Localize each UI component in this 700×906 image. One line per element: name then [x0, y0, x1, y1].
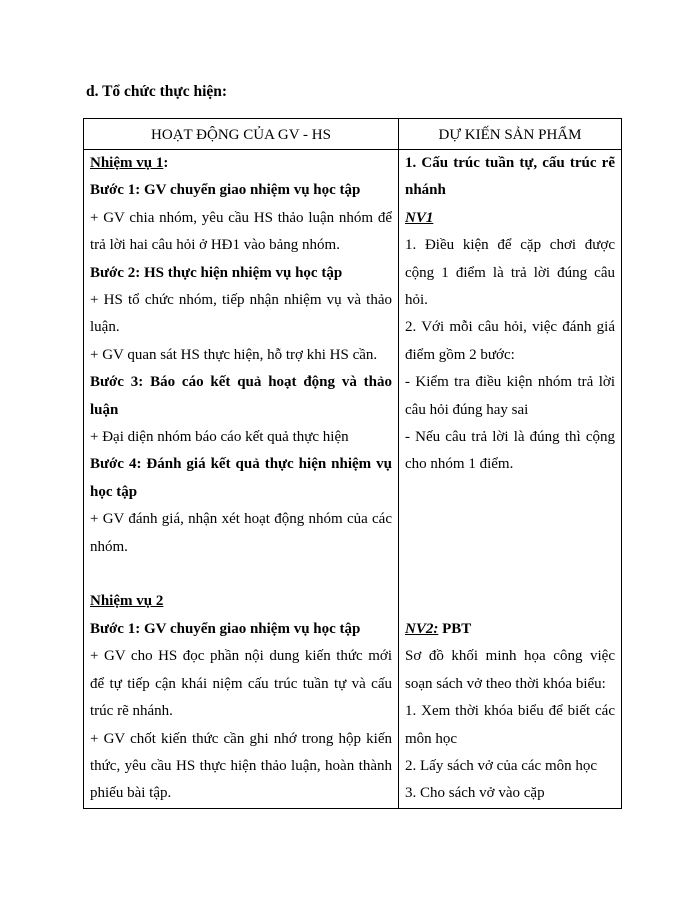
nv1-label: NV1: [405, 209, 434, 226]
t1-step3-text: + Đại diện nhóm báo cáo kết quả thực hiện: [90, 429, 349, 446]
t1-step1-text: + GV chia nhóm, yêu cầu HS thảo luận nhóm để trả lời hai câu hỏi ở HĐ1 vào bảng nhóm.: [90, 209, 392, 254]
header-expected-product: DỰ KIẾN SẢN PHẨM: [399, 119, 622, 150]
t2-step1-text1: + GV cho HS đọc phần nội dung kiến thức mới để tự tiếp cận khái niệm cấu trúc tuần tự và cấu trúc rẽ nhánh.: [90, 648, 392, 720]
t1-step2-text2: + GV quan sát HS thực hiện, hỗ trợ khi HS cần.: [90, 346, 378, 363]
t1-step1: Bước 1: GV chuyển giao nhiệm vụ học tập: [90, 182, 361, 199]
nv1-item1: 1. Điều kiện để cặp chơi được cộng 1 điểm là trả lời đúng câu hỏi.: [405, 237, 615, 309]
table-row: [84, 150, 622, 809]
nv1-item3: - Kiểm tra điều kiện nhóm trả lời câu hỏi đúng hay sai: [405, 374, 615, 418]
nv2-item3: 3. Cho sách vở vào cặp: [405, 785, 545, 802]
t1-step4-text: + GV đánh giá, nhận xét hoạt động nhóm của các nhóm.: [90, 511, 392, 555]
table-header-row: [84, 119, 622, 150]
nv1-item4: - Nếu câu trả lời là đúng thì cộng cho nhóm 1 điểm.: [405, 429, 615, 473]
t1-step2-text1: + HS tổ chức nhóm, tiếp nhận nhiệm vụ và thảo luận.: [90, 292, 392, 336]
nv1-item2: 2. Với mỗi câu hỏi, việc đánh giá điểm gồm 2 bước:: [405, 319, 615, 363]
activity-table: [83, 118, 622, 809]
task1-title: Nhiệm vụ 1:: [90, 155, 169, 171]
t1-step3: Bước 3: Báo cáo kết quả hoạt động và thảo luận: [90, 374, 392, 418]
t1-step4: Bước 4: Đánh giá kết quả thực hiện nhiệm vụ học tập: [90, 456, 392, 500]
header-teacher-student: HOẠT ĐỘNG CỦA GV - HS: [84, 119, 399, 150]
left-cell: [84, 150, 399, 809]
t2-step1-text2: + GV chốt kiến thức cần ghi nhớ trong hộp kiến thức, yêu cầu HS thực hiện thảo luận, hoàn thành phiếu bài tập.: [90, 730, 392, 802]
right-cell: [399, 150, 622, 809]
nv2-intro: Sơ đồ khối minh họa công việc soạn sách vở theo thời khóa biểu:: [405, 648, 615, 692]
section-title: 1. Cấu trúc tuần tự, cấu trúc rẽ nhánh: [405, 155, 615, 199]
t1-step2: Bước 2: HS thực hiện nhiệm vụ học tập: [90, 264, 343, 281]
t2-step1: Bước 1: GV chuyển giao nhiệm vụ học tập: [90, 620, 361, 637]
nv2-label: NV2: PBT: [405, 620, 472, 637]
section-heading: d. Tổ chức thực hiện:: [86, 83, 228, 100]
nv2-item2: 2. Lấy sách vở của các môn học: [405, 757, 598, 774]
nv2-item1: 1. Xem thời khóa biểu để biết các môn học: [405, 703, 615, 747]
task2-title: Nhiệm vụ 2: [90, 593, 164, 610]
